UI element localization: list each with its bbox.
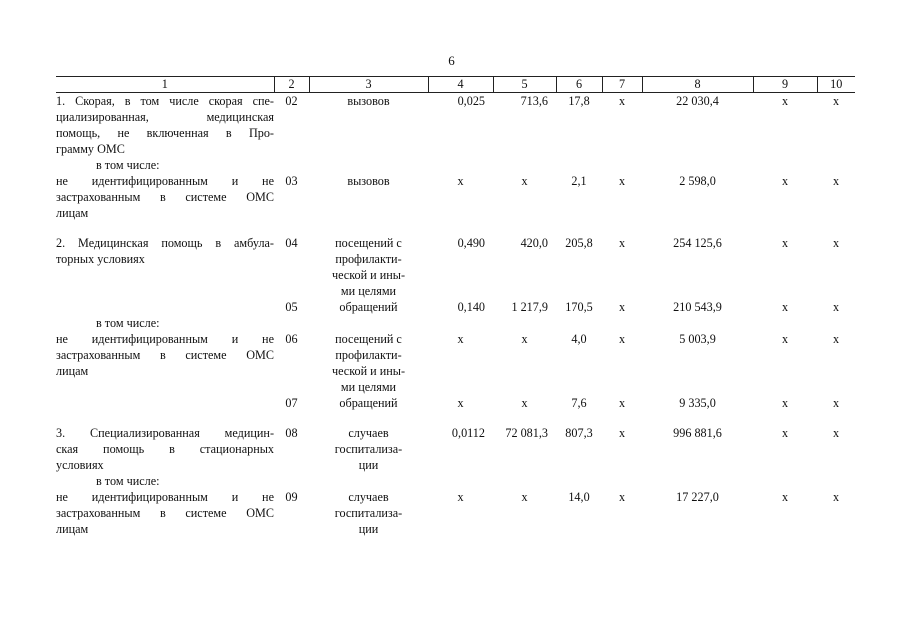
row-name-line: грамму ОМС xyxy=(56,142,125,156)
row-name-line: застрахованным в системе ОМС xyxy=(56,506,274,520)
row-name-line: циализированная, медицинская xyxy=(56,110,274,124)
column-header: 2 xyxy=(274,77,309,93)
cell-col9: х xyxy=(781,94,789,108)
row-name-line: ская помощь в стационарных xyxy=(56,442,274,456)
cell-col7: х xyxy=(618,94,626,108)
cell-col5: х xyxy=(521,396,528,410)
row-unit xyxy=(309,395,428,411)
data-table xyxy=(56,76,855,537)
cell-col9: х xyxy=(781,426,789,440)
row-unit xyxy=(309,173,428,221)
column-header: 7 xyxy=(602,77,642,93)
cell-col10: х xyxy=(832,426,840,440)
cell-col4: х xyxy=(457,396,464,410)
row-name-line: застрахованным в системе ОМС xyxy=(56,190,274,204)
row-name-line: не идентифицированным и не xyxy=(56,332,274,346)
cell-col4: х xyxy=(457,174,464,188)
cell-col6: 17,8 xyxy=(568,94,590,108)
cell-col6: 7,6 xyxy=(571,396,587,410)
unit-line: обращений xyxy=(339,300,398,314)
table-row xyxy=(56,173,855,221)
row-name xyxy=(56,395,274,411)
cell-col8: 254 125,6 xyxy=(673,236,722,250)
cell-col4: 0,0112 xyxy=(451,426,485,440)
row-spacer xyxy=(56,411,855,425)
cell-col7: х xyxy=(618,174,626,188)
cell-col5: х xyxy=(521,332,528,346)
table-row xyxy=(56,93,855,174)
cell-col10: х xyxy=(832,174,840,188)
cell-col5: х xyxy=(521,490,528,504)
cell-col5: 713,6 xyxy=(520,94,548,108)
row-unit xyxy=(309,299,428,331)
cell-col9: х xyxy=(781,396,789,410)
table-row xyxy=(56,299,855,331)
unit-line: обращений xyxy=(339,396,398,410)
row-code: 03 xyxy=(285,174,298,188)
row-code: 09 xyxy=(285,490,298,504)
cell-col6: 14,0 xyxy=(568,490,590,504)
table-row xyxy=(56,331,855,395)
row-name-line: не идентифицированным и не xyxy=(56,174,274,188)
row-code: 07 xyxy=(285,396,298,410)
row-unit xyxy=(309,235,428,299)
row-name xyxy=(56,299,274,331)
cell-col8: 22 030,4 xyxy=(676,94,719,108)
unit-line: ми целями xyxy=(340,380,397,394)
cell-col4: х xyxy=(457,332,464,346)
unit-line: посещений с xyxy=(335,236,402,250)
row-name-line: 2. Медицинская помощь в амбула- xyxy=(56,236,274,250)
row-name-line: лицам xyxy=(56,206,89,220)
unit-line: случаев xyxy=(348,490,389,504)
cell-col7: х xyxy=(618,490,626,504)
column-header: 4 xyxy=(428,77,493,93)
column-header: 6 xyxy=(556,77,602,93)
unit-line: профилакти- xyxy=(335,348,402,362)
cell-col5: 1 217,9 xyxy=(511,300,548,314)
cell-col4: 0,490 xyxy=(457,236,485,250)
unit-line: посещений с xyxy=(335,332,402,346)
row-name xyxy=(56,331,274,395)
cell-col10: х xyxy=(832,332,840,346)
table-row xyxy=(56,425,855,489)
cell-col5: 420,0 xyxy=(520,236,548,250)
row-name-line xyxy=(56,299,274,315)
cell-col6: 205,8 xyxy=(565,236,593,250)
cell-col4: х xyxy=(457,490,464,504)
row-name-line: 3. Специализированная медицин- xyxy=(56,426,274,440)
row-name-line: 1. Скорая, в том числе скорая спе- xyxy=(56,94,274,108)
cell-col4: 0,140 xyxy=(457,300,485,314)
cell-col10: х xyxy=(832,300,840,314)
cell-col8: 5 003,9 xyxy=(679,332,716,346)
subgroup-label: в том числе: xyxy=(96,316,160,330)
cell-col6: 4,0 xyxy=(571,332,587,346)
row-unit xyxy=(309,93,428,174)
cell-col8: 9 335,0 xyxy=(679,396,716,410)
cell-col10: х xyxy=(832,490,840,504)
column-header: 5 xyxy=(493,77,556,93)
cell-col10: х xyxy=(832,94,840,108)
row-name-line: застрахованным в системе ОМС xyxy=(56,348,274,362)
unit-line: ческой и ины- xyxy=(331,364,406,378)
table-row xyxy=(56,489,855,537)
column-header: 8 xyxy=(642,77,753,93)
column-header: 1 xyxy=(56,77,274,93)
unit-line: профилакти- xyxy=(335,252,402,266)
cell-col8: 2 598,0 xyxy=(679,174,716,188)
subgroup-label: в том числе: xyxy=(96,474,160,488)
unit-line: вызовов xyxy=(347,94,390,108)
unit-line: госпитализа- xyxy=(334,442,403,456)
unit-line: ции xyxy=(358,458,379,472)
row-code: 02 xyxy=(285,94,298,108)
cell-col6: 807,3 xyxy=(565,426,593,440)
table-row xyxy=(56,235,855,299)
column-header: 9 xyxy=(753,77,817,93)
cell-col9: х xyxy=(781,236,789,250)
row-code: 06 xyxy=(285,332,298,346)
cell-col10: х xyxy=(832,236,840,250)
cell-col9: х xyxy=(781,300,789,314)
cell-col7: х xyxy=(618,300,626,314)
row-name-line: лицам xyxy=(56,522,89,536)
row-spacer xyxy=(56,221,855,235)
row-code: 08 xyxy=(285,426,298,440)
cell-col5: х xyxy=(521,174,528,188)
row-name-line: лицам xyxy=(56,364,89,378)
row-name xyxy=(56,93,274,174)
row-code: 04 xyxy=(285,236,298,250)
unit-line: ции xyxy=(358,522,379,536)
row-unit xyxy=(309,489,428,537)
cell-col10: х xyxy=(832,396,840,410)
cell-col7: х xyxy=(618,396,626,410)
row-name xyxy=(56,235,274,299)
cell-col9: х xyxy=(781,490,789,504)
cell-col7: х xyxy=(618,236,626,250)
cell-col7: х xyxy=(618,332,626,346)
column-header: 3 xyxy=(309,77,428,93)
cell-col4: 0,025 xyxy=(457,94,485,108)
cell-col5: 72 081,3 xyxy=(505,426,548,440)
row-name-line: торных условиях xyxy=(56,252,145,266)
cell-col9: х xyxy=(781,174,789,188)
cell-col6: 2,1 xyxy=(571,174,587,188)
column-header: 10 xyxy=(817,77,855,93)
row-code: 05 xyxy=(285,300,298,314)
row-name-line: не идентифицированным и не xyxy=(56,490,274,504)
cell-col8: 996 881,6 xyxy=(673,426,722,440)
row-name xyxy=(56,489,274,537)
cell-col6: 170,5 xyxy=(565,300,593,314)
unit-line: случаев xyxy=(348,426,389,440)
cell-col7: х xyxy=(618,426,626,440)
row-unit xyxy=(309,331,428,395)
row-unit xyxy=(309,425,428,489)
subgroup-label: в том числе: xyxy=(96,158,160,172)
table-header-row xyxy=(56,77,855,93)
row-name xyxy=(56,173,274,221)
table-row xyxy=(56,395,855,411)
page-number: 6 xyxy=(448,53,455,68)
cell-col8: 17 227,0 xyxy=(676,490,719,504)
unit-line: госпитализа- xyxy=(334,506,403,520)
unit-line: вызовов xyxy=(347,174,390,188)
unit-line: ческой и ины- xyxy=(331,268,406,282)
unit-line: ми целями xyxy=(340,284,397,298)
row-name-line: помощь, не включенная в Про- xyxy=(56,126,274,140)
row-name xyxy=(56,425,274,489)
cell-col9: х xyxy=(781,332,789,346)
row-name-line: условиях xyxy=(56,458,104,472)
cell-col8: 210 543,9 xyxy=(673,300,722,314)
